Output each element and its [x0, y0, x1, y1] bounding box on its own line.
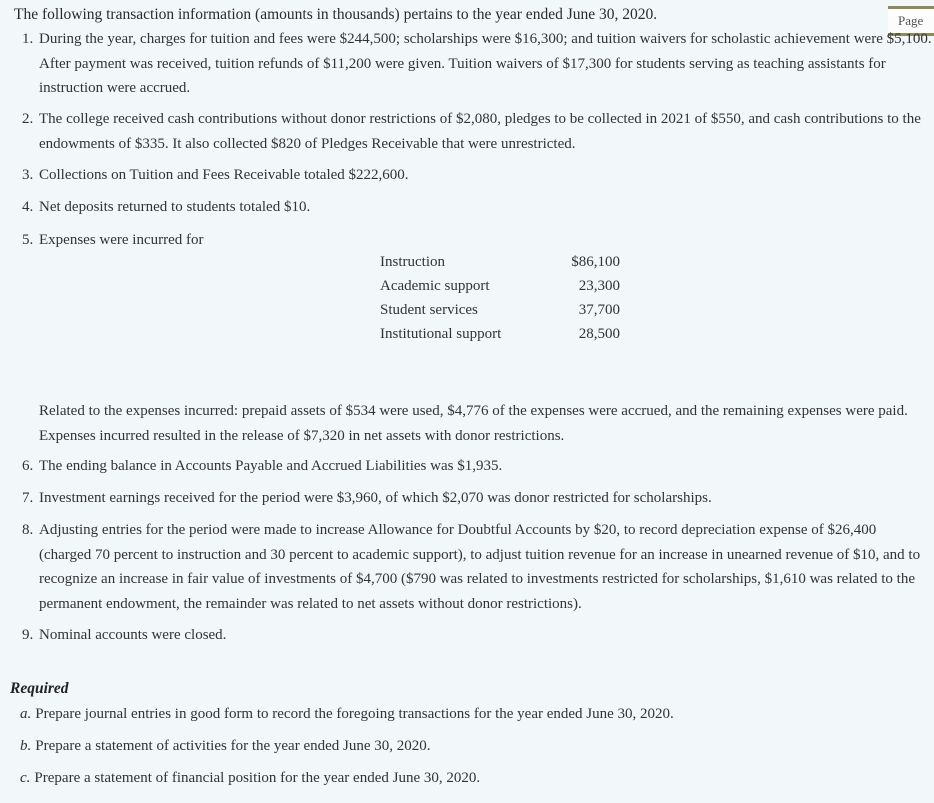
item-6 [22, 454, 932, 479]
item-number: 6. [22, 458, 34, 474]
item-9 [22, 623, 932, 648]
required-part-a [20, 706, 674, 723]
intro-text: The following transaction information (amounts in thousands) pertains to the year ended June 30, 2020. [14, 6, 658, 23]
item-number: 3. [22, 167, 34, 183]
expense-label: Academic support [380, 278, 490, 294]
item-number: 1. [22, 31, 34, 47]
expense-label: Student services [380, 302, 478, 318]
item-2 [22, 107, 932, 156]
expense-amount: 37,700 [578, 302, 620, 318]
expense-row [380, 276, 625, 300]
item-text: Nominal accounts were closed. [39, 627, 227, 643]
page-tab-label: Page [898, 13, 924, 28]
expense-row [380, 252, 625, 276]
expense-label: Instruction [380, 254, 445, 270]
item-7 [22, 486, 932, 511]
item-text: The college received cash contributions without donor restrictions of $2,080, pledges to be collected in 2021 of $550, and cash contributions to the endowments of $335. It also collected $820 of Pledges Receivable that were unrestricted. [39, 111, 921, 152]
item-text: The ending balance in Accounts Payable and Accrued Liabilities was $1,935. [39, 458, 503, 474]
part-text: Prepare a statement of activities for the year ended June 30, 2020. [35, 738, 431, 754]
item-text: Expenses were incurred for [39, 232, 204, 248]
expense-amount: 23,300 [578, 278, 620, 294]
part-letter: b. [20, 738, 32, 754]
item-1 [22, 27, 932, 101]
item-text: Collections on Tuition and Fees Receivable totaled $222,600. [39, 167, 409, 183]
item-number: 7. [22, 490, 34, 506]
item-number: 2. [22, 111, 34, 127]
required-part-b [20, 738, 431, 755]
expense-amount: 28,500 [578, 326, 620, 342]
item-3 [22, 163, 932, 188]
expense-row [380, 324, 625, 348]
expense-label: Institutional support [380, 326, 502, 342]
expense-row [380, 300, 625, 324]
item-number: 4. [22, 199, 34, 215]
item-8 [22, 518, 932, 616]
item-text: Adjusting entries for the period were made to increase Allowance for Doubtful Accounts by $20, to record depreciation expense of $26,400 (charged 70 percent to instruction and 30 percent to academic support), to adjust tuition revenue for an increase in unearned revenue of $10, and to recognize an increase in fair value of investments of $4,700 ($790 was related to investments restricted for scholarships, $1,610 was related to the permanent endowment, the remainder was related to net assets without donor restrictions). [39, 522, 921, 612]
related-expenses-text: Related to the expenses incurred: prepaid assets of $534 were used, $4,776 of the expenses were accrued, and the remaining expenses were paid. Expenses incurred resulted in the release of $7,320 in net assets with donor restrictions. [39, 403, 908, 444]
part-letter: a. [20, 706, 32, 722]
part-letter: c. [20, 770, 31, 786]
item-number: 9. [22, 627, 34, 643]
item-5 [22, 228, 932, 253]
expense-table [380, 252, 625, 348]
part-text: Prepare journal entries in good form to record the foregoing transactions for the year ended June 30, 2020. [35, 706, 674, 722]
item-text: During the year, charges for tuition and fees were $244,500; scholarships were $16,300; and tuition waivers for scholastic achievement were $5,100. After payment was received, tuition refunds of $11,200 were given. Tuition waivers of $17,300 for students serving as teaching assistants for instruction were accrued. [39, 31, 932, 96]
required-heading: Required [10, 680, 69, 697]
item-4 [22, 195, 932, 220]
required-part-c [20, 770, 480, 787]
item-number: 8. [22, 522, 34, 538]
expense-amount: $86,100 [571, 254, 620, 270]
item-number: 5. [22, 232, 34, 248]
part-text: Prepare a statement of financial position for the year ended June 30, 2020. [34, 770, 481, 786]
item-text: Net deposits returned to students totaled $10. [39, 199, 311, 215]
item-text: Investment earnings received for the period were $3,960, of which $2,070 was donor restricted for scholarships. [39, 490, 712, 506]
